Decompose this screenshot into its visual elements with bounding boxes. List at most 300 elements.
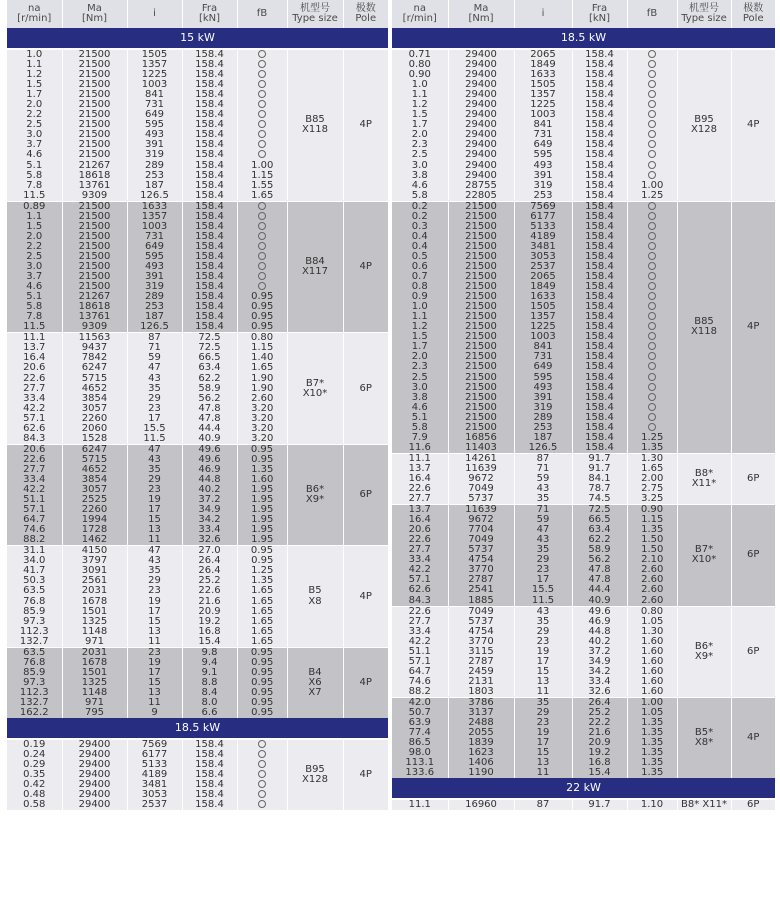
- radial-load-cell: 158.4: [572, 242, 627, 252]
- speed-cell: 33.4: [7, 475, 62, 485]
- radial-load-cell: 158.4: [182, 790, 237, 800]
- ratio-cell: 11: [514, 768, 572, 778]
- service-factor-cell: 1.35: [627, 728, 677, 738]
- pole-cell: 6P: [731, 799, 775, 810]
- torque-cell: 13761: [62, 181, 127, 191]
- radial-load-cell: 158.4: [182, 110, 237, 120]
- col-header-na: na [r/min]: [392, 0, 448, 28]
- speed-cell: 5.1: [392, 413, 448, 423]
- service-factor-cell: 0.95: [237, 292, 287, 302]
- service-factor-cell: [627, 352, 677, 362]
- service-factor-cell: 1.00: [627, 698, 677, 709]
- service-factor-cell: [237, 760, 287, 770]
- service-factor-cell: 0.95: [237, 444, 287, 455]
- speed-cell: 0.19: [7, 739, 62, 750]
- power-rating-label: 22 kW: [392, 778, 775, 799]
- radial-load-cell: 158.4: [182, 760, 237, 770]
- service-factor-cell: 3.20: [237, 434, 287, 445]
- radial-load-cell: 158.4: [572, 171, 627, 181]
- circle-symbol: [258, 790, 266, 798]
- speed-cell: 85.9: [7, 607, 62, 617]
- radial-load-cell: 15.4: [182, 637, 237, 648]
- torque-cell: 21500: [448, 362, 514, 372]
- radial-load-cell: 158.4: [572, 161, 627, 171]
- torque-cell: 1501: [62, 668, 127, 678]
- service-factor-cell: [627, 403, 677, 413]
- speed-cell: 4.6: [7, 282, 62, 292]
- speed-cell: 2.5: [7, 252, 62, 262]
- radial-load-cell: 158.4: [572, 49, 627, 60]
- circle-symbol: [648, 403, 656, 411]
- torque-cell: 21500: [62, 90, 127, 100]
- type-size-cell: B7* X10*: [287, 333, 343, 445]
- radial-load-cell: 158.4: [572, 272, 627, 282]
- circle-symbol: [648, 130, 656, 138]
- speed-cell: 11.1: [7, 333, 62, 344]
- circle-symbol: [258, 120, 266, 128]
- service-factor-cell: [627, 80, 677, 90]
- radial-load-cell: 158.4: [572, 90, 627, 100]
- speed-cell: 0.9: [392, 292, 448, 302]
- service-factor-cell: 1.65: [237, 627, 287, 637]
- torque-cell: 5737: [448, 494, 514, 505]
- torque-cell: 11639: [448, 464, 514, 474]
- speed-cell: 3.8: [392, 393, 448, 403]
- service-factor-cell: 1.25: [627, 191, 677, 202]
- service-factor-cell: 1.35: [627, 758, 677, 768]
- service-factor-cell: [627, 242, 677, 252]
- speed-cell: 22.6: [7, 455, 62, 465]
- pole-cell: 4P: [343, 546, 388, 647]
- speed-cell: 0.7: [392, 272, 448, 282]
- radial-load-cell: 37.2: [572, 647, 627, 657]
- service-factor-cell: [627, 342, 677, 352]
- torque-cell: 21500: [448, 332, 514, 342]
- torque-cell: 2260: [62, 505, 127, 515]
- radial-load-cell: 158.4: [182, 282, 237, 292]
- radial-load-cell: 158.4: [182, 770, 237, 780]
- torque-cell: 21500: [62, 70, 127, 80]
- service-factor-cell: 2.60: [627, 596, 677, 607]
- ratio-cell: 289: [127, 161, 182, 171]
- circle-symbol: [258, 780, 266, 788]
- service-factor-cell: 0.95: [237, 658, 287, 668]
- radial-load-cell: 91.7: [572, 453, 627, 464]
- ratio-cell: 19: [127, 597, 182, 607]
- circle-symbol: [258, 140, 266, 148]
- speed-cell: 62.6: [7, 424, 62, 434]
- table-row: [392, 49, 775, 60]
- ratio-cell: 493: [127, 262, 182, 272]
- radial-load-cell: 9.1: [182, 668, 237, 678]
- table-row: [392, 799, 775, 810]
- service-factor-cell: 1.65: [237, 586, 287, 596]
- service-factor-cell: [237, 120, 287, 130]
- service-factor-cell: 0.95: [237, 556, 287, 566]
- radial-load-cell: 158.4: [572, 443, 627, 454]
- speed-cell: 1.5: [392, 110, 448, 120]
- ratio-cell: 1003: [514, 332, 572, 342]
- torque-cell: 21500: [62, 100, 127, 110]
- circle-symbol: [648, 292, 656, 300]
- service-factor-cell: 1.35: [627, 525, 677, 535]
- type-size-cell: B84 X117: [287, 201, 343, 333]
- ratio-cell: 35: [514, 698, 572, 709]
- torque-cell: 9309: [62, 191, 127, 202]
- speed-cell: 57.1: [7, 414, 62, 424]
- ratio-cell: 15.5: [514, 585, 572, 595]
- torque-cell: 1803: [448, 687, 514, 698]
- speed-cell: 1.7: [392, 342, 448, 352]
- speed-cell: 11.5: [7, 191, 62, 202]
- speed-cell: 77.4: [392, 728, 448, 738]
- speed-cell: 2.3: [392, 362, 448, 372]
- type-size-cell: B95 X128: [287, 739, 343, 810]
- torque-cell: 21500: [448, 393, 514, 403]
- torque-cell: 21500: [62, 140, 127, 150]
- service-factor-cell: 1.05: [627, 617, 677, 627]
- ratio-cell: 87: [127, 333, 182, 344]
- torque-cell: 11403: [448, 443, 514, 454]
- power-rating-label: 18.5 kW: [7, 718, 388, 739]
- ratio-cell: 17: [514, 657, 572, 667]
- radial-load-cell: 34.9: [572, 657, 627, 667]
- torque-cell: 9672: [448, 515, 514, 525]
- speed-cell: 2.0: [392, 352, 448, 362]
- col-header-fb: fB: [237, 0, 287, 28]
- service-factor-cell: [627, 272, 677, 282]
- circle-symbol: [258, 222, 266, 230]
- radial-load-cell: 158.4: [572, 232, 627, 242]
- torque-cell: 4652: [62, 465, 127, 475]
- ratio-cell: 19: [514, 647, 572, 657]
- speed-cell: 2.5: [392, 150, 448, 160]
- service-factor-cell: 1.65: [237, 637, 287, 648]
- left-rating-table: [7, 0, 388, 810]
- speed-cell: 0.35: [7, 770, 62, 780]
- radial-load-cell: 158.4: [182, 222, 237, 232]
- speed-cell: 13.7: [392, 505, 448, 516]
- ratio-cell: 319: [127, 150, 182, 160]
- torque-cell: 21500: [448, 262, 514, 272]
- radial-load-cell: 40.9: [572, 596, 627, 607]
- service-factor-cell: 0.95: [237, 455, 287, 465]
- radial-load-cell: 47.8: [572, 575, 627, 585]
- ratio-cell: 649: [514, 140, 572, 150]
- speed-cell: 84.3: [392, 596, 448, 607]
- radial-load-cell: 158.4: [182, 49, 237, 60]
- radial-load-cell: 22.2: [572, 718, 627, 728]
- ratio-cell: 43: [127, 374, 182, 384]
- torque-cell: 7049: [448, 606, 514, 617]
- ratio-cell: 23: [514, 565, 572, 575]
- service-factor-cell: [627, 232, 677, 242]
- circle-symbol: [648, 202, 656, 210]
- torque-cell: 21500: [62, 282, 127, 292]
- type-size-cell: B8* X11*: [677, 799, 731, 810]
- ratio-cell: 319: [514, 403, 572, 413]
- radial-load-cell: 62.2: [182, 374, 237, 384]
- circle-symbol: [258, 750, 266, 758]
- circle-symbol: [648, 282, 656, 290]
- circle-symbol: [258, 232, 266, 240]
- service-factor-cell: 0.95: [237, 647, 287, 658]
- torque-cell: 21500: [62, 252, 127, 262]
- service-factor-cell: 1.15: [237, 343, 287, 353]
- radial-load-cell: 158.4: [182, 212, 237, 222]
- ratio-cell: 35: [127, 465, 182, 475]
- radial-load-cell: 47.8: [572, 565, 627, 575]
- speed-cell: 57.1: [392, 575, 448, 585]
- radial-load-cell: 8.0: [182, 698, 237, 708]
- torque-cell: 29400: [62, 760, 127, 770]
- ratio-cell: 43: [127, 556, 182, 566]
- circle-symbol: [648, 120, 656, 128]
- service-factor-cell: 0.95: [237, 668, 287, 678]
- service-factor-cell: 3.25: [627, 494, 677, 505]
- radial-load-cell: 158.4: [572, 393, 627, 403]
- ratio-cell: 391: [127, 140, 182, 150]
- service-factor-cell: 1.50: [627, 545, 677, 555]
- radial-load-cell: 158.4: [182, 201, 237, 212]
- speed-cell: 2.0: [7, 232, 62, 242]
- speed-cell: 0.80: [392, 60, 448, 70]
- service-factor-cell: [237, 800, 287, 810]
- torque-cell: 2787: [448, 657, 514, 667]
- torque-cell: 971: [62, 698, 127, 708]
- service-factor-cell: 1.05: [627, 708, 677, 718]
- col-header-pole: 极数 Pole: [731, 0, 775, 28]
- radial-load-cell: 158.4: [182, 140, 237, 150]
- radial-load-cell: 34.9: [182, 505, 237, 515]
- speed-cell: 5.1: [7, 292, 62, 302]
- pole-cell: 4P: [731, 201, 775, 453]
- speed-cell: 1.7: [392, 120, 448, 130]
- service-factor-cell: [237, 110, 287, 120]
- service-factor-cell: [627, 312, 677, 322]
- service-factor-cell: 1.35: [237, 576, 287, 586]
- ratio-cell: 731: [514, 130, 572, 140]
- torque-cell: 11639: [448, 505, 514, 516]
- radial-load-cell: 158.4: [572, 80, 627, 90]
- circle-symbol: [648, 373, 656, 381]
- ratio-cell: 5133: [514, 222, 572, 232]
- circle-symbol: [648, 423, 656, 431]
- radial-load-cell: 158.4: [572, 312, 627, 322]
- service-factor-cell: [627, 70, 677, 80]
- torque-cell: 29400: [62, 780, 127, 790]
- torque-cell: 4652: [62, 384, 127, 394]
- service-factor-cell: 1.30: [627, 627, 677, 637]
- ratio-cell: 13: [514, 758, 572, 768]
- radial-load-cell: 66.5: [572, 515, 627, 525]
- speed-cell: 0.48: [7, 790, 62, 800]
- torque-cell: 6247: [62, 363, 127, 373]
- circle-symbol: [258, 50, 266, 58]
- ratio-cell: 253: [127, 171, 182, 181]
- torque-cell: 21500: [448, 423, 514, 433]
- radial-load-cell: 91.7: [572, 464, 627, 474]
- torque-cell: 4754: [448, 627, 514, 637]
- torque-cell: 29400: [62, 750, 127, 760]
- circle-symbol: [648, 232, 656, 240]
- radial-load-cell: 22.6: [182, 586, 237, 596]
- col-header-fra: Fra [kN]: [182, 0, 237, 28]
- speed-cell: 42.2: [7, 485, 62, 495]
- torque-cell: 21500: [448, 383, 514, 393]
- service-factor-cell: 1.00: [627, 181, 677, 191]
- torque-cell: 4150: [62, 546, 127, 557]
- service-factor-cell: [237, 232, 287, 242]
- radial-load-cell: 158.4: [182, 232, 237, 242]
- ratio-cell: 493: [514, 383, 572, 393]
- torque-cell: 5737: [448, 545, 514, 555]
- ratio-cell: 289: [127, 292, 182, 302]
- torque-cell: 1994: [62, 515, 127, 525]
- table-row: [7, 201, 388, 212]
- torque-cell: 21500: [62, 222, 127, 232]
- type-size-cell: B85 X118: [287, 49, 343, 201]
- speed-cell: 1.5: [7, 222, 62, 232]
- torque-cell: 22805: [448, 191, 514, 202]
- radial-load-cell: 158.4: [182, 60, 237, 70]
- speed-cell: 13.7: [7, 343, 62, 353]
- circle-symbol: [258, 202, 266, 210]
- radial-load-cell: 158.4: [182, 150, 237, 160]
- table-row: [7, 647, 388, 658]
- service-factor-cell: [627, 212, 677, 222]
- ratio-cell: 1003: [514, 110, 572, 120]
- service-factor-cell: [237, 222, 287, 232]
- radial-load-cell: 32.6: [572, 687, 627, 698]
- ratio-cell: 17: [127, 505, 182, 515]
- speed-cell: 41.7: [7, 566, 62, 576]
- service-factor-cell: [627, 150, 677, 160]
- table-row: [7, 739, 388, 750]
- pole-cell: 6P: [731, 606, 775, 697]
- ratio-cell: 253: [127, 302, 182, 312]
- ratio-cell: 13: [127, 627, 182, 637]
- ratio-cell: 1357: [514, 90, 572, 100]
- speed-cell: 3.7: [7, 140, 62, 150]
- radial-load-cell: 19.2: [572, 748, 627, 758]
- ratio-cell: 319: [127, 282, 182, 292]
- ratio-cell: 126.5: [127, 191, 182, 202]
- circle-symbol: [258, 740, 266, 748]
- speed-cell: 33.4: [392, 555, 448, 565]
- torque-cell: 29400: [448, 100, 514, 110]
- radial-load-cell: 158.4: [182, 292, 237, 302]
- radial-load-cell: 49.6: [182, 455, 237, 465]
- speed-cell: 1.1: [7, 212, 62, 222]
- service-factor-cell: 0.95: [237, 322, 287, 333]
- speed-cell: 88.2: [7, 535, 62, 546]
- torque-cell: 795: [62, 708, 127, 718]
- speed-cell: 11.6: [392, 443, 448, 454]
- service-factor-cell: 2.60: [237, 394, 287, 404]
- ratio-cell: 1357: [127, 60, 182, 70]
- torque-cell: 21500: [448, 242, 514, 252]
- ratio-cell: 649: [127, 110, 182, 120]
- radial-load-cell: 21.6: [182, 597, 237, 607]
- service-factor-cell: 1.60: [627, 657, 677, 667]
- service-factor-cell: 1.95: [237, 525, 287, 535]
- service-factor-cell: [627, 110, 677, 120]
- radial-load-cell: 158.4: [572, 352, 627, 362]
- service-factor-cell: [237, 212, 287, 222]
- ratio-cell: 4189: [127, 770, 182, 780]
- speed-cell: 113.1: [392, 758, 448, 768]
- torque-cell: 2131: [448, 677, 514, 687]
- circle-symbol: [648, 80, 656, 88]
- torque-cell: 9309: [62, 322, 127, 333]
- service-factor-cell: [237, 60, 287, 70]
- service-factor-cell: 0.95: [237, 688, 287, 698]
- torque-cell: 6247: [62, 444, 127, 455]
- service-factor-cell: 3.20: [237, 414, 287, 424]
- ratio-cell: 126.5: [514, 443, 572, 454]
- circle-symbol: [258, 150, 266, 158]
- torque-cell: 21500: [448, 322, 514, 332]
- ratio-cell: 6177: [514, 212, 572, 222]
- torque-cell: 11563: [62, 333, 127, 344]
- speed-cell: 0.71: [392, 49, 448, 60]
- radial-load-cell: 158.4: [182, 322, 237, 333]
- speed-cell: 22.6: [392, 484, 448, 494]
- torque-cell: 5715: [62, 374, 127, 384]
- speed-cell: 3.8: [392, 171, 448, 181]
- ratio-cell: 71: [514, 505, 572, 516]
- speed-cell: 2.2: [7, 242, 62, 252]
- radial-load-cell: 158.4: [572, 222, 627, 232]
- service-factor-cell: 1.65: [237, 617, 287, 627]
- pole-cell: 4P: [731, 698, 775, 779]
- torque-cell: 3770: [448, 565, 514, 575]
- speed-cell: 16.4: [392, 474, 448, 484]
- radial-load-cell: 158.4: [572, 150, 627, 160]
- torque-cell: 13761: [62, 312, 127, 322]
- torque-cell: 21500: [62, 49, 127, 60]
- ratio-cell: 289: [514, 413, 572, 423]
- speed-cell: 31.1: [7, 546, 62, 557]
- ratio-cell: 391: [514, 393, 572, 403]
- torque-cell: 21500: [62, 232, 127, 242]
- ratio-cell: 1003: [127, 80, 182, 90]
- pole-cell: 6P: [343, 444, 388, 545]
- radial-load-cell: 25.2: [182, 576, 237, 586]
- radial-load-cell: 158.4: [572, 212, 627, 222]
- ratio-cell: 4189: [514, 232, 572, 242]
- circle-symbol: [258, 272, 266, 280]
- service-factor-cell: 2.00: [627, 474, 677, 484]
- service-factor-cell: [627, 222, 677, 232]
- speed-cell: 1.7: [7, 90, 62, 100]
- speed-cell: 27.7: [392, 545, 448, 555]
- torque-cell: 29400: [448, 49, 514, 60]
- speed-cell: 98.0: [392, 748, 448, 758]
- ratio-cell: 15: [514, 667, 572, 677]
- service-factor-cell: 1.95: [237, 535, 287, 546]
- speed-cell: 34.0: [7, 556, 62, 566]
- service-factor-cell: [237, 282, 287, 292]
- service-factor-cell: [627, 252, 677, 262]
- torque-cell: 29400: [62, 739, 127, 750]
- speed-cell: 0.42: [7, 780, 62, 790]
- power-section-header: [7, 28, 388, 49]
- ratio-cell: 7569: [127, 739, 182, 750]
- ratio-cell: 3053: [127, 790, 182, 800]
- torque-cell: 971: [62, 637, 127, 648]
